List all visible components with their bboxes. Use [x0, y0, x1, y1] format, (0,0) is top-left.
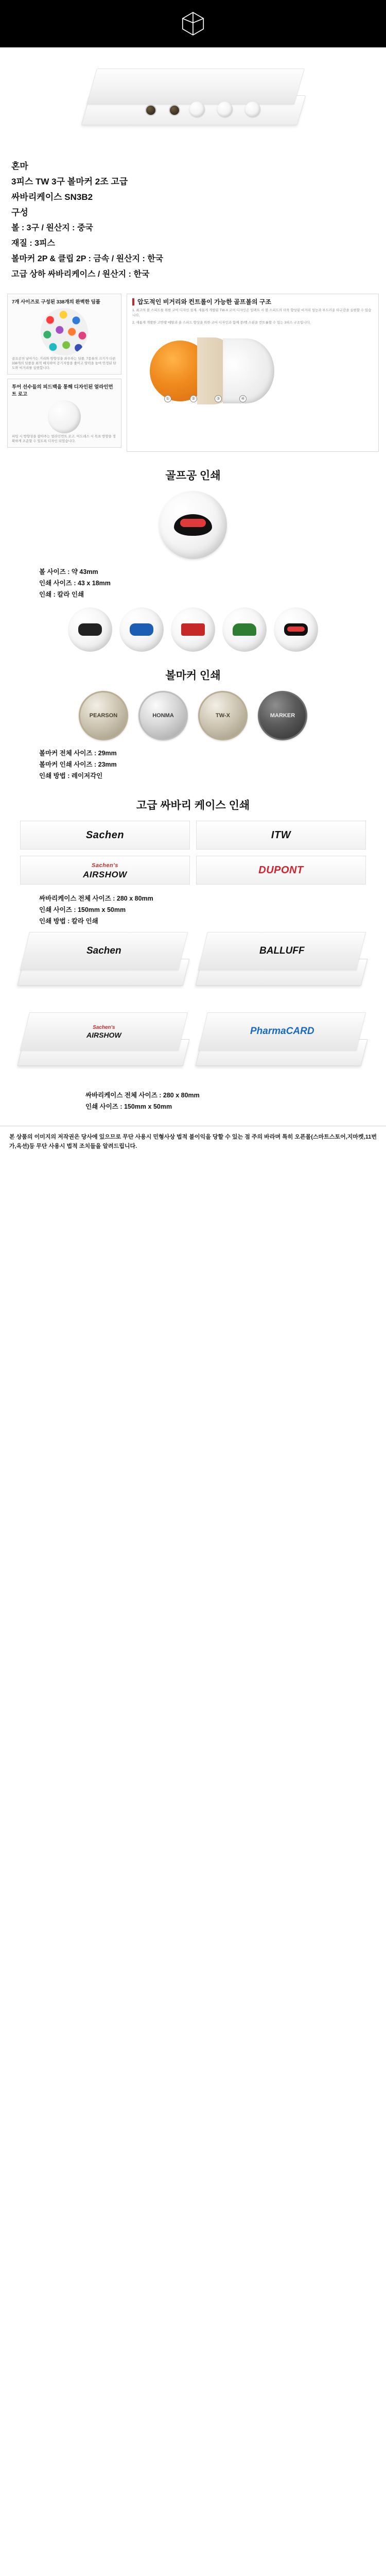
golf-ball-variant	[274, 607, 318, 652]
alignment-info-title: 투어 선수들의 피드백을 통해 디자인된 얼라인먼트 로고	[12, 384, 113, 397]
airshow-bottom-text: AIRSHOW	[86, 1031, 121, 1039]
product-detail-page	[0, 0, 386, 1162]
caption-line: 인쇄 사이즈 : 43 x 18mm	[39, 580, 111, 587]
product-title-line: 싸바리케이스 SN3B2	[11, 192, 93, 202]
cube-logo-icon	[179, 10, 207, 38]
product-title-line: 3피스 TW 3구 볼마커 2조 고급	[11, 177, 128, 187]
alignment-info-body: 퍼팅 시 방향성을 잡아주는 얼라인먼트 로고. 어드레스 시 목표 방향을 정확하게 조준할 수 있도록 디자인 되었습니다.	[12, 435, 116, 443]
case-mockup-row	[0, 1007, 386, 1084]
caption-line: 인쇄 방법 : 레이저각인	[39, 772, 103, 779]
case-lid	[198, 932, 366, 970]
caption-line: 볼마커 인쇄 사이즈 : 23mm	[39, 761, 117, 768]
spec-heading: 구성	[11, 208, 28, 217]
ball-print-logo-icon	[78, 623, 102, 636]
case-print-plate: DUPONT	[196, 856, 366, 885]
airshow-top-text: Sachen's	[93, 1025, 115, 1030]
technology-panel	[7, 294, 379, 452]
ball-marker-sample-row	[0, 691, 386, 740]
ball-cutaway-diagram	[132, 328, 373, 405]
ball-print-logo-icon	[181, 623, 205, 636]
spec-line: 재질 : 3피스	[11, 239, 55, 248]
case-mockup-text: Sachen	[86, 945, 121, 956]
case-mockup-airshow	[86, 1024, 121, 1039]
brand-logo-band	[0, 0, 386, 47]
ball-cover-layer	[223, 338, 274, 403]
callout-number: ③	[215, 395, 222, 402]
ball-structure-paragraph: 1. 최고의 볼 스피드를 위한 코어 디자인 설계. 새롭게 개발된 TW-X 코어 디자인은 임팩트 시 볼 스피드의 더욱 향상된 비거리 성능과 부드러운 타구감을 실현할 수 있습니다.	[132, 309, 372, 317]
ball-marker-captions	[0, 745, 386, 782]
case-lid	[198, 1012, 366, 1050]
gift-case-illustration	[82, 69, 304, 129]
case-mockup	[17, 1007, 190, 1084]
caption-line: 인쇄 사이즈 : 150mm x 50mm	[39, 906, 126, 913]
caption-line: 싸바리케이스 전체 사이즈 : 280 x 80mm	[39, 895, 153, 902]
dimple-diagram-icon	[41, 308, 88, 355]
section-title-golf-ball-print: 골프공 인쇄	[165, 470, 221, 482]
golf-ball-item	[245, 101, 260, 117]
case-mockup	[17, 927, 190, 1004]
case-lid	[20, 1012, 188, 1050]
ball-print-logo-icon	[233, 623, 256, 636]
caption-line: 인쇄 방법 : 칼라 인쇄	[39, 918, 98, 925]
section-title-ball-marker-print: 볼마커 인쇄	[165, 670, 221, 682]
ball-print-logo-icon	[174, 514, 212, 536]
dimple-info-body: 골프공의 날아가는 거리와 방향성을 좌우하는 딤플. 7종류의 크기가 다른 338개의 딤플을 최적 배치하여 공기저항을 줄이고 양력을 높여 안정된 탄도와 비거리를 실현합니다.	[12, 357, 116, 370]
golf-ball-item	[217, 101, 233, 117]
airshow-top-text: Sachen's	[92, 862, 118, 869]
golf-ball-captions	[0, 564, 386, 600]
case-mockup-text: PharmaCARD	[250, 1026, 314, 1037]
ball-marker-sample: HONMA	[138, 691, 188, 740]
ball-marker-item	[169, 105, 180, 116]
golf-ball-large-photo	[0, 491, 386, 559]
golf-ball-variant	[171, 607, 215, 652]
ball-print-logo-icon	[284, 623, 308, 636]
golf-ball-variant	[222, 607, 267, 652]
golf-ball-variant-row	[0, 607, 386, 652]
case-print-captions	[0, 891, 386, 927]
case-lid	[20, 932, 188, 970]
spec-line: 볼마커 2P & 클립 2P : 금속 / 원산지 : 한국	[11, 255, 164, 263]
caption-line: 볼 사이즈 : 약 43mm	[39, 568, 98, 575]
case-mockup-text: BALLUFF	[259, 945, 305, 956]
ball-marker-sample: TW-X	[198, 691, 248, 740]
spec-line: 볼 : 3구 / 원산지 : 중국	[11, 224, 93, 232]
caption-line: 싸바리케이스 전체 사이즈 : 280 x 80mm	[85, 1092, 200, 1099]
airshow-bottom-text: AIRSHOW	[83, 870, 127, 879]
case-plate-row	[0, 856, 386, 885]
copyright-notice: 본 상품의 이미지의 저작권은 당사에 있으므로 무단 사용시 민형사상 법적 불이익을 당할 수 있는 점 주의 바라며 특히 오픈몰(스마트스토어,지마켓,11번가,옥션)등 무단 사용시 법적 조치들을 알려드립니다.	[0, 1126, 386, 1162]
alignment-ball-icon	[48, 400, 81, 433]
golf-ball-item	[189, 101, 205, 117]
case-bottom-captions	[0, 1088, 386, 1112]
ball-print-logo-icon	[130, 623, 153, 636]
ball-marker-item	[145, 105, 156, 116]
golf-ball-variant	[68, 607, 112, 652]
dimple-info-box	[7, 294, 121, 375]
case-lid	[86, 69, 305, 105]
case-mockup-row	[0, 927, 386, 1004]
callout-number: ④	[239, 395, 247, 402]
case-mockup	[196, 927, 369, 1004]
golf-ball-variant	[119, 607, 164, 652]
ball-structure-title: 압도적인 비거리와 컨트롤이 가능한 골프볼의 구조	[132, 298, 373, 306]
caption-line: 볼마커 전체 사이즈 : 29mm	[39, 750, 117, 757]
product-spec-block	[0, 150, 386, 287]
ball-structure-paragraph: 2. 새롭게 개발한 고반발 메탈과 솔 스피드 향상을 위한 코어 디자인과 함께 중/백 스핀을 컨트롤할 수 있는 3피스 구조입니다.	[132, 321, 311, 325]
alignment-info-box	[7, 379, 121, 448]
ball-marker-sample: PEARSON	[79, 691, 128, 740]
ball-structure-box	[127, 294, 379, 452]
case-print-plate-airshow	[20, 856, 190, 885]
case-print-plate: ITW	[196, 821, 366, 850]
callout-number: ②	[190, 395, 197, 402]
spec-line: 고급 상하 싸바리케이스 / 원산지 : 한국	[11, 270, 150, 279]
caption-line: 인쇄 : 칼라 인쇄	[39, 591, 84, 598]
case-mockup	[196, 1007, 369, 1084]
case-plate-row	[0, 821, 386, 850]
case-print-plate: Sachen	[20, 821, 190, 850]
dimple-info-title: 7개 사이즈로 구성된 338개의 완벽한 딤플	[12, 299, 100, 305]
callout-number: ①	[164, 395, 171, 402]
hero-product-photo	[0, 47, 386, 150]
product-title-line: 혼마	[11, 161, 28, 171]
ball-marker-sample: MARKER	[258, 691, 307, 740]
technology-left-column	[7, 294, 121, 452]
golf-ball-printed	[159, 491, 227, 559]
section-title-case-print: 고급 싸바리 케이스 인쇄	[136, 800, 250, 811]
caption-line: 인쇄 사이즈 : 150mm x 50mm	[85, 1103, 172, 1110]
